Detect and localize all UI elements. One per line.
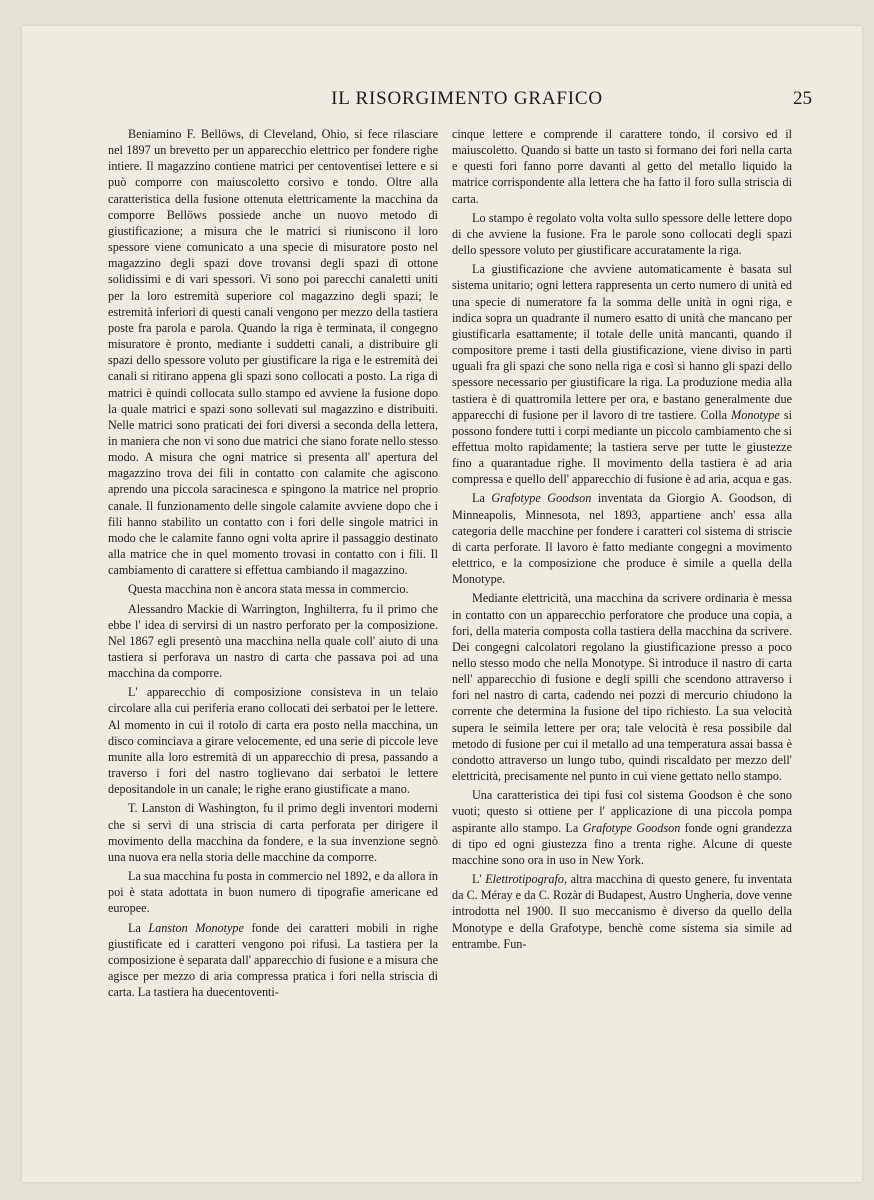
left-column — [108, 126, 438, 1116]
paragraph-goodson — [452, 787, 792, 868]
paragraph-bellows: Beniamino F. Bellöws, di Cleveland, Ohio, si fece rilasciare nel 1897 un brevetto per un apparecchio elettrico per fondere righe intiere. Il magazzino contiene matrici per centoventisei lettere e si può comporre con maiuscoletto corsivo e tondo. Oltre alla caratteristica della fusione ottenuta elettricamente la macchina da comporre Bellöws possiede anche un nuovo metodo di giustificazione; a misura che le matrici si riuniscono il loro spessore viene comunicato a una specie di misuratore posto nel magazzino degli spazi dove trovansi degli spazi di ottone solidissimi e di vari spessori. Vi sono poi parecchi canaletti uniti per la loro estremità superiore col magazzino degli spazi; le estremità inferiori di questi canali vengono per mezzo della tastiera poste fra parola e parola. Quando la riga è terminata, il congegno misuratore è pronto, mediante i suddetti canali, a distribuire gli spazi dello spessore voluto per giustificare la riga e le estremità dei canali si ritirano appena gli spazi sono collocati a posto. La riga di matrici è quindi collocata sullo stampo ed avviene la fusione dopo la quale matrici e spazi sono sollevati sul magazzino e distribuiti. Nelle matrici sono praticati dei fori diversi a seconda della lettera, in maniera che non vi sono due matrici che siano forate nello stesso modo. A misura che ogni matrice si presenta all' apertura del magazzino trova dei fili in contatto con calamite che agiscono aprendo una piccola saracinesca e spingono la matrice nel proprio canale. Il funzionamento delle singole calamite avviene dopo che i fili hanno stabilito un contatto con i fori delle singole matrici in modo che le calamite fanno ogni volta aprire il passaggio destinato alla matrice che in quel momento trovasi in contatto con i fili. Il cambiamento di carattere si effettua cambiando il magazzino. — [108, 127, 438, 578]
paragraph-mackie: Alessandro Mackie di Warrington, Inghilterra, fu il primo che ebbe l' idea di servirsi di un nastro perforato per la composizione. Nel 1867 egli presentò una macchina nella quale coll' aiuto di una tastiera si perforava un nastro di carta che passava poi ad una macchina da comporre. — [108, 601, 438, 681]
paragraph-grafotype — [452, 490, 792, 587]
paragraph-not-commercial: Questa macchina non è ancora stata messa in commercio. — [128, 582, 409, 597]
text-run: Una caratteristica dei tipi fusi col sistema Goodson è che sono vuoti; questo si ottiene per l' applicazione di una piccola pompa aspirante allo stampo. La — [452, 788, 792, 835]
running-title: IL RISORGIMENTO GRAFICO — [331, 88, 603, 109]
page-header — [122, 88, 812, 114]
text-run: si possono fondere tutti i corpi mediante un piccolo cambiamento che si effettua molto rapidamente; la tastiera serve per tutte le giustezze fino a quarantadue righe. Il movimento della tastiera è ad aria compressa e quello dell' apparecchio di fusione è ad aria, acqua e gas. — [452, 407, 792, 487]
italic-term: Elettrotipografo — [485, 872, 564, 887]
paragraph-elettricita: Mediante elettricità, una macchina da scrivere ordinaria è messa in contatto con un apparecchio perforatore che produce una copia, a fori, della materia composta colla tastiera della macchina da scrivere. Dei congegni calcolatori regolano la giustificazione presso a poco nello stesso modo che nella Monotype. Si introduce il nastro di carta nell' apparecchio di fusione e degli spilli che scendono attraverso i fori nel nastro di carta, cadendo nei pozzi di mercurio chiudono la corrente che determina la fusione del tipo richiesto. La sua velocità supera le seimila lettere per ora; tale velocità è resa possibile dal metodo di fusione per cui il metallo ad una temperatura assai bassa è condotto attraverso un lungo tubo, quindi riscaldato per mezzo dell' elettricità, precisamente nel punto in cui viene gettato nello stampo. — [452, 591, 792, 784]
page-number: 25 — [793, 88, 812, 109]
italic-term: Monotype — [731, 407, 780, 422]
paragraph-commercio: La sua macchina fu posta in commercio nel 1892, e da allora in poi è stata adottata in buon numero di tipografie americane ed europee. — [108, 869, 438, 916]
text-run: La — [128, 920, 149, 935]
text-run: , altra macchina di questo genere, fu inventata da C. Méray e da C. Rozàr di Budapest, Austro Ungheria, dove venne introdotta nel 1900. Il suo meccanismo è diverso da quello della Monotype e della Grafotype, benchè come sistema sia simile ad entrambe. Fun- — [452, 872, 793, 951]
paragraph-giustificazione — [452, 261, 792, 487]
text-run: L' — [472, 872, 486, 887]
text-run: inventata da Giorgio A. Goodson, di Minneapolis, Minnesota, nel 1893, appartiene anch' essa alla categoria delle macchine per fondere i caratteri col sistema di striscie di carta perforate. Il lavoro è fatto mediante congegni a movimento elettrico, e la composizione che produce è simile a quella della Monotype. — [452, 491, 792, 587]
paragraph-stampo: Lo stampo è regolato volta volta sullo spessore delle lettere dopo di che avviene la fusione. Fra le parole sono collocati degli spazi dello spessore voluto per giustificare accuratamente la riga. — [452, 210, 792, 258]
paragraph-monotype — [108, 920, 438, 1001]
italic-term: Lanston Monotype — [148, 920, 244, 935]
text-run: La — [472, 491, 492, 506]
paragraph-lanston: T. Lanston di Washington, fu il primo degli inventori moderni che si servì di una striscia di carta perforata per dirigere il movimento della macchina da fondere, e la sua invenzione segnò una nuova era nella storia delle macchine da comporre. — [108, 801, 438, 864]
italic-term: Grafotype Goodson — [582, 820, 681, 835]
right-column — [452, 126, 792, 1116]
paragraph-continuation: cinque lettere e comprende il carattere tondo, il corsivo ed il maiuscoletto. Quando si batte un tasto si formano dei fori nella carta e questi fori fanno porre davanti al getto del metallo liquido la matrice corrispondente alla lettera che ha fatto il foro sulla striscia di carta. — [452, 127, 792, 206]
text-run: fonde ogni grandezza di tipo ed ogni giustezza fino a trenta righe. Alcune di queste macchine sono ora in uso in New York. — [452, 820, 792, 867]
page — [22, 26, 862, 1182]
paragraph-elettrotipografo — [452, 871, 792, 952]
text-run: La giustificazione che avviene automaticamente è basata sul sistema unitario; ogni lettera rappresenta un certo numero di unità ed una specie di numeratore fa la somma delle unità in ogni riga, e indica sopra un quadrante il numero esatto di unità che mancano per giustificarla esattamente; il totale delle unità mancanti, quando il compositore preme i tasti della giustificazione, viene diviso in parti uguali fra gli spazi che sono nella riga e così si hanno gli spazi dello spessore necessario per giustificare la riga. La produzione media alla tastiera è di quattromila lettere per ora, e bastano generalmente due apparecchi di fusione per il lavoro di tre tastiere. Colla — [452, 262, 792, 422]
paragraph-apparecchio: L' apparecchio di composizione consisteva in un telaio circolare alla cui periferia erano collocati dei serbatoi per le lettere. Al momento in cui il rotolo di carta era posto nella macchina, un disco cominciava a girare velocemente, ed una serie di piccole leve munite alla loro estremità di un apparecchio di presa, passando a traverso i fori del nastro toglievano dai serbatoi le lettere depositandole in un canale; le righe erano giustificate a mano. — [108, 685, 438, 797]
italic-term: Grafotype Goodson — [491, 491, 592, 506]
text-run: fonde dei caratteri mobili in righe giustificate ed i caratteri vengono poi rifusi. La tastiera per la composizione è separata dall' apparecchio di fusione e a misura che agisce per mezzo di aria compressa pratica i fori nella striscia di carta. La tastiera ha duecentoventi- — [108, 920, 438, 1000]
